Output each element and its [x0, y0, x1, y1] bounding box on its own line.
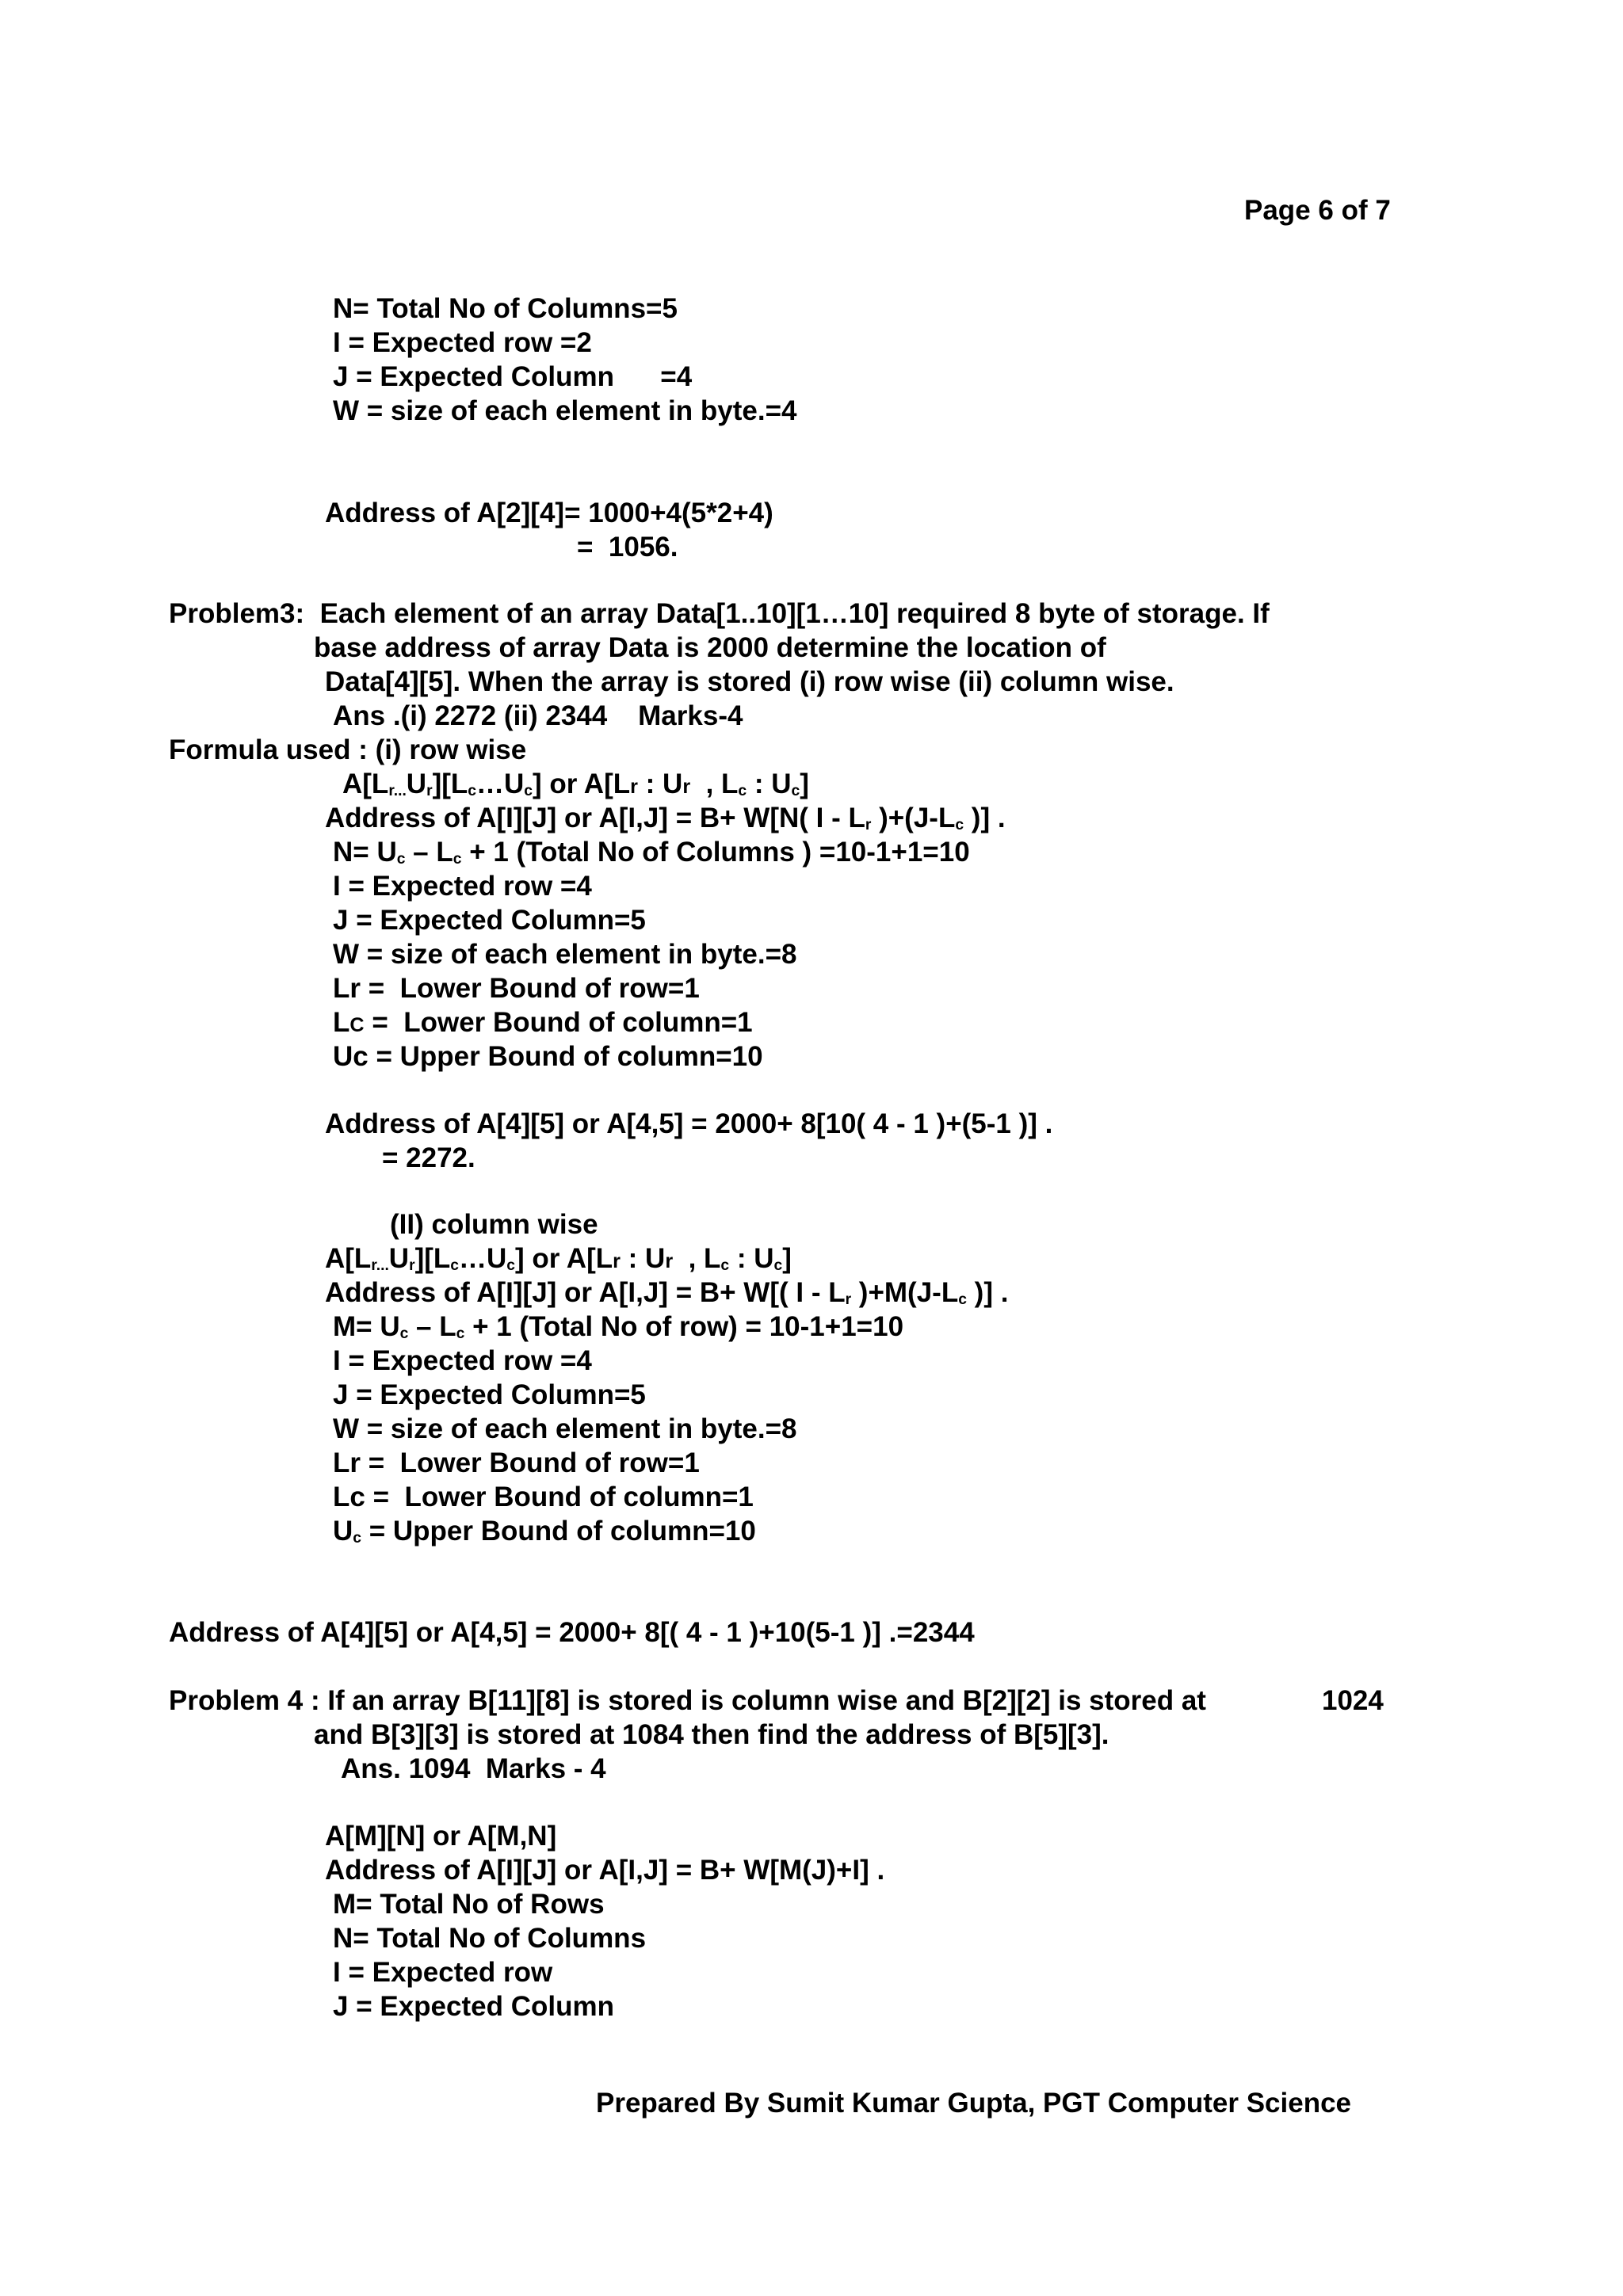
expected-column-line: J = Expected Column =4	[333, 361, 693, 392]
expected-column-line: J = Expected Column=5	[333, 905, 646, 936]
row-wise-address-calculation: Address of A[4][5] or A[4,5] = 2000+ 8[10( 4 - 1 )+(5-1 )] .	[325, 1108, 1053, 1139]
total-rows-formula: $M= U_c - L_c + 1$ (Total No of row) = 10-1+1=10	[333, 1311, 904, 1342]
column-lower-bound-line: Lc = Lower Bound of column=1	[333, 1482, 754, 1512]
problem3-answer: Ans .(i) 2272 (ii) 2344 Marks-4	[333, 700, 743, 731]
expected-row-line: I = Expected row =2	[333, 327, 592, 358]
element-size-line: W = size of each element in byte.=8	[333, 1413, 797, 1444]
element-size-line: W = size of each element in byte.=8	[333, 939, 797, 970]
address-calculation: Address of A[2][4]= 1000+4(5*2+4)	[325, 498, 773, 528]
problem4-address-value: 1024	[1322, 1685, 1384, 1716]
problem3-statement-line2: base address of array Data is 2000 determine the location of	[314, 632, 1106, 663]
array-bounds-declaration-row: $A[L_{r...}U_r][L_c\dots U_c]$ or A[Lr : Ur , $L_c$ : $U_c$]	[342, 769, 809, 799]
problem3-statement-line3: Data[4][5]. When the array is stored (i) row wise (ii) column wise.	[325, 666, 1174, 697]
total-columns-line: N= Total No of Columns	[333, 1923, 647, 1954]
problem4-statement-line1: Problem 4 : If an array B[11][8] is stored is column wise and B[2][2] is stored at	[169, 1685, 1206, 1716]
expected-column-line: J = Expected Column	[333, 1991, 614, 2022]
problem3-statement-line1: Problem3: Each element of an array Data[1..10][1…10] required 8 byte of storage. If	[169, 598, 1270, 629]
problem4-statement-line2: and B[3][3] is stored at 1084 then find the address of B[5][3].	[314, 1719, 1109, 1750]
row-wise-address-result: = 2272.	[382, 1142, 475, 1173]
element-size-line: W = size of each element in byte.=4	[333, 395, 797, 426]
total-rows-line: M= Total No of Rows	[333, 1889, 605, 1920]
column-wise-heading: (II) column wise	[390, 1209, 598, 1240]
row-lower-bound-line: Lr = Lower Bound of row=1	[333, 973, 700, 1004]
row-lower-bound-line: Lr = Lower Bound of row=1	[333, 1447, 700, 1478]
column-lower-bound-line: LC = Lower Bound of column=1	[333, 1007, 753, 1038]
row-wise-address-formula: Address of A[I][J] or A[I,J] = B+ W[N( I - $L_r$ )$+(J-L_c$ )] .	[325, 803, 1006, 833]
expected-row-line: I = Expected row =4	[333, 1345, 592, 1376]
column-wise-address-calculation: Address of A[4][5] or A[4,5] = 2000+ 8[( 4 - 1 )+10(5-1 )] .=2344	[169, 1617, 975, 1648]
column-upper-bound-line: Uc = Upper Bound of column=10	[333, 1041, 763, 1072]
problem4-answer: Ans. 1094 Marks - 4	[341, 1753, 606, 1784]
address-result: = 1056.	[577, 532, 678, 563]
expected-column-line: J = Expected Column=5	[333, 1379, 646, 1410]
total-columns-formula: $N= U_c - L_c + 1$ (Total No of Columns ) =10-1+1=10	[333, 837, 970, 868]
array-bounds-declaration-column: $A[L_{r...}U_r][L_c\dots U_c]$ or A[Lr : Ur , $L_c$ : $U_c$]	[325, 1243, 792, 1274]
column-wise-address-formula: Address of A[I][J] or A[I,J] = B+ W[( I - $L_r$ )$+M(J-L_c$ )] .	[325, 1277, 1009, 1308]
column-upper-bound-line: $U_c$ = Upper Bound of column=10	[333, 1516, 756, 1547]
expected-row-line: I = Expected row	[333, 1957, 553, 1988]
problem4-address-formula: Address of A[I][J] or A[I,J] = B+ W[M(J)+I] .	[325, 1855, 885, 1886]
array-declaration: A[M][N] or A[M,N]	[325, 1821, 557, 1852]
author-credit: Prepared By Sumit Kumar Gupta, PGT Computer Science	[596, 2088, 1351, 2119]
expected-row-line: I = Expected row =4	[333, 871, 592, 902]
total-columns-line: N= Total No of Columns=5	[333, 293, 678, 324]
formula-used-heading: Formula used : (i) row wise	[169, 734, 527, 765]
page-number: Page 6 of 7	[1244, 195, 1391, 226]
